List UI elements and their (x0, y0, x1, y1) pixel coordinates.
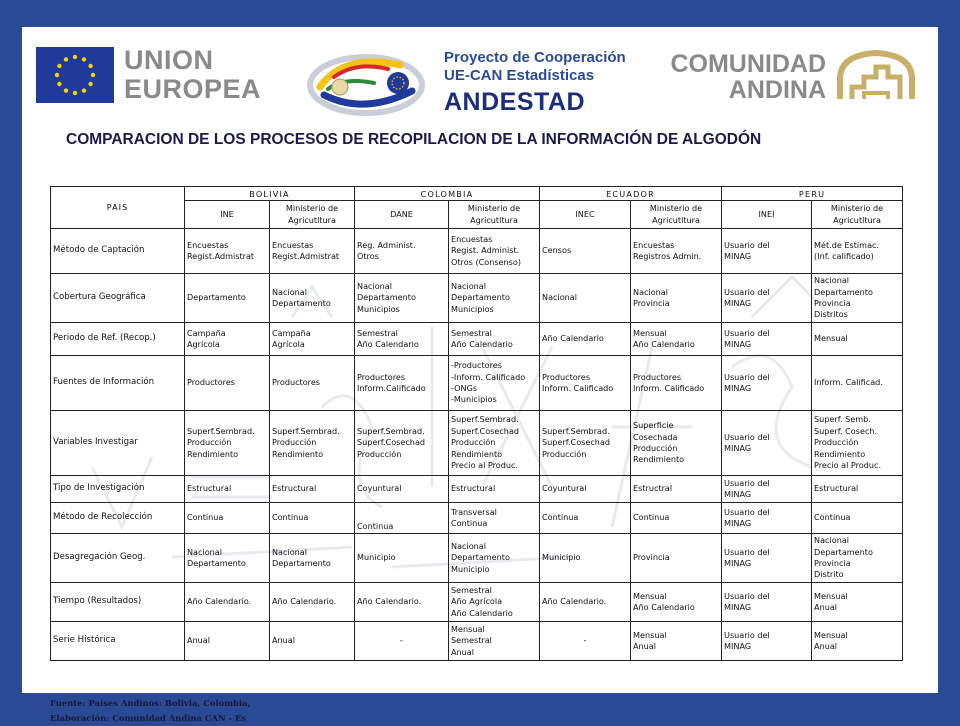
table-cell (722, 503, 812, 534)
cell-line: MINAG (724, 602, 752, 612)
cell-line: Continua (451, 518, 488, 528)
cell-line: -Inform. Calificado (451, 371, 526, 382)
table-cell (812, 274, 903, 323)
cell-line: Continua (272, 512, 309, 523)
cell-line: Municipio (451, 563, 490, 574)
table-cell (449, 503, 540, 534)
institution-header-line: Ministerio de (285, 203, 339, 214)
institution-header (812, 201, 903, 229)
cell-line: Continua (187, 512, 224, 523)
cell-line: Productores (542, 371, 591, 382)
table-cell (449, 583, 540, 622)
cell-line: Superf.Cosechad (542, 437, 611, 448)
cell-line: Mensual (633, 590, 667, 601)
cell-line: Regist.Admistrat (187, 251, 255, 261)
table-cell (540, 583, 631, 622)
table-cell (631, 503, 722, 534)
cell-line: Departamento (187, 292, 246, 303)
cell-line: Inform.Calificado (357, 383, 426, 393)
cell-line: MINAG (724, 518, 752, 528)
table-cell (631, 323, 722, 356)
footer-notes (50, 696, 250, 726)
andestad-emblem-icon (304, 47, 444, 117)
cell-line: - (583, 635, 587, 646)
cell-line: MINAG (724, 443, 752, 453)
table-cell (812, 583, 903, 622)
cell-line: Usuario del (724, 431, 770, 442)
table-cell (540, 476, 631, 503)
institution-header-line: DANE (390, 208, 413, 219)
table-row (51, 622, 903, 661)
cell-line: Año Calendario (451, 607, 513, 618)
institution-header-line: Agricutltura (652, 214, 700, 225)
pais-header: PAIS (51, 187, 185, 229)
cell-line: Año Calendario (542, 333, 604, 344)
cell-line: MINAG (724, 489, 752, 499)
cell-line: Provincia (814, 298, 851, 308)
table-cell (355, 622, 449, 661)
comunidad-andina-logo (666, 49, 936, 109)
table-cell (812, 323, 903, 356)
institution-header-line: INE (220, 208, 234, 219)
cell-line: Nacional (814, 535, 850, 546)
table-cell (355, 274, 449, 323)
cell-line: Departamento (187, 558, 246, 568)
cell-line: Agrícola (187, 339, 220, 349)
cell-line: MINAG (724, 383, 752, 393)
institution-header-line: INEI (758, 208, 775, 219)
cell-line: Nacional (187, 546, 223, 557)
cell-line: Productores (187, 377, 236, 388)
table-row (51, 274, 903, 323)
cell-line: Municipios (357, 303, 400, 314)
country-header-row (51, 187, 903, 201)
table-cell (722, 622, 812, 661)
table-cell (722, 356, 812, 411)
cell-line: Encuestas (187, 239, 229, 250)
cell-line: Departamento (814, 286, 873, 297)
row-label: Fuentes de Información (51, 356, 185, 411)
cell-line: Estructral (633, 483, 673, 494)
cell-line: Nacional (814, 275, 850, 286)
table-cell (449, 411, 540, 476)
row-label: Método de Captación (51, 229, 185, 274)
table-cell (270, 503, 355, 534)
cell-line: Precio al Produc. (814, 460, 882, 471)
cell-line: Departamento (451, 292, 510, 303)
table-cell (540, 356, 631, 411)
cell-line: Continua (814, 512, 851, 523)
cell-line: Nacional (633, 286, 669, 297)
andestad-line1: Proyecto de Cooperación (444, 49, 626, 66)
footer-source: Fuente: Países Andinos: Bolivia, Colombia, (50, 698, 251, 708)
cell-line: Usuario del (724, 239, 770, 250)
cell-line: Año Calendario (633, 602, 695, 612)
cell-line: Provincia (814, 558, 851, 568)
cell-line: Año Calendario. (272, 596, 337, 607)
cell-line: Continua (542, 512, 579, 523)
comparison-table-container (50, 186, 902, 685)
slide (22, 27, 938, 723)
table-cell (185, 503, 270, 534)
table-cell (355, 323, 449, 356)
cell-line: Provincia (633, 298, 670, 308)
table-cell (185, 583, 270, 622)
cell-line: Nacional (272, 286, 308, 297)
cell-line: Superf.Cosechad (357, 437, 426, 448)
row-label: Periodo de Ref. (Recop.) (51, 323, 185, 356)
cell-line: Usuario del (724, 477, 770, 488)
institution-header-line: Agricutltura (833, 214, 881, 225)
row-label: Serie Histórica (51, 622, 185, 661)
cell-line: Encuestas (451, 233, 493, 244)
table-cell (540, 622, 631, 661)
cell-line: Año Calendario. (357, 596, 422, 607)
institution-header-line: Ministerio de (649, 203, 703, 214)
cell-line: MINAG (724, 558, 752, 568)
table-cell (449, 274, 540, 323)
cell-line: MINAG (724, 641, 752, 651)
cell-line: Inform. Calificado (542, 383, 614, 393)
table-cell (812, 229, 903, 274)
cell-line: Provincia (633, 552, 670, 563)
table-cell (185, 229, 270, 274)
cell-line: Distrito (814, 569, 844, 580)
table-row (51, 583, 903, 622)
cell-line: - (400, 635, 403, 646)
institution-header (355, 201, 449, 229)
cell-line: Cosechada (633, 431, 678, 442)
table-cell (631, 411, 722, 476)
cell-line: Producción (814, 437, 859, 448)
cell-line: Producción (451, 437, 496, 448)
cell-line: Estructural (187, 483, 232, 494)
table-cell (540, 534, 631, 583)
table-row (51, 229, 903, 274)
table-cell (722, 274, 812, 323)
row-label: Variables Investigar (51, 411, 185, 476)
table-cell (185, 622, 270, 661)
cell-line: Año Calendario. (542, 596, 607, 607)
cell-line: MINAG (724, 339, 752, 349)
table-cell (185, 411, 270, 476)
table-row (51, 534, 903, 583)
cell-line: Producción (542, 448, 587, 459)
institution-header-line: Ministerio de (467, 203, 521, 214)
row-label: Desagregación Geog. (51, 534, 185, 583)
cell-line: Año Calendario (357, 339, 419, 349)
can-logo-line1: COMUNIDAD (670, 50, 826, 78)
cell-line: Municipio (542, 552, 581, 563)
table-cell (812, 622, 903, 661)
cell-line: Estructural (814, 483, 859, 494)
table-cell (270, 622, 355, 661)
cell-line: Superf.Sembrad. (272, 425, 340, 436)
table-cell (631, 622, 722, 661)
cell-line: Rendimiento (187, 448, 239, 459)
table-cell (631, 356, 722, 411)
table-cell (270, 534, 355, 583)
institution-header-line: Agricutltura (470, 214, 518, 225)
cell-line: Anual (814, 641, 838, 651)
cell-line: Nacional (357, 280, 393, 291)
cell-line: Mensual (814, 333, 848, 344)
cell-line: Usuario del (724, 629, 770, 640)
cell-line: Nacional (542, 292, 578, 303)
table-cell (355, 476, 449, 503)
table-cell (812, 356, 903, 411)
table-cell (185, 476, 270, 503)
cell-line: Anual (814, 602, 838, 612)
cell-line: Mensual (814, 590, 848, 601)
can-logo-line2: ANDINA (728, 76, 826, 104)
cell-line: Producción (357, 448, 402, 459)
table-cell (449, 356, 540, 411)
table-cell (722, 534, 812, 583)
cell-line: Inform. Calificado (633, 383, 705, 393)
can-emblem-icon (834, 49, 918, 105)
union-europea-logo (36, 44, 276, 110)
cell-line: Regist.Admistrat (272, 251, 340, 261)
eu-logo-line2: EUROPEA (124, 74, 262, 104)
table-cell (449, 229, 540, 274)
row-label: Tipo de Investigación (51, 476, 185, 503)
institution-header (449, 201, 540, 229)
cell-line: Departamento (357, 292, 416, 303)
cell-line: Otros (357, 251, 379, 261)
cell-line: Municipio (357, 552, 396, 563)
table-row (51, 411, 903, 476)
cell-line: Censos (542, 245, 572, 256)
table-cell (185, 323, 270, 356)
table-cell (631, 274, 722, 323)
table-cell (449, 476, 540, 503)
cell-line: Inform. Calificad. (814, 377, 883, 388)
institution-header (540, 201, 631, 229)
table-cell (812, 503, 903, 534)
cell-line: Semestral (451, 327, 492, 338)
cell-line: Mensual (633, 629, 667, 640)
cell-line: Anual (187, 635, 211, 646)
table-cell (540, 411, 631, 476)
cell-line: Rendimiento (451, 448, 503, 459)
cell-line: Productores (357, 371, 406, 382)
table-cell (270, 411, 355, 476)
cell-line: Producción (187, 437, 232, 448)
cell-line: Continua (633, 512, 670, 523)
table-cell (185, 356, 270, 411)
table-cell (270, 229, 355, 274)
table-cell (449, 534, 540, 583)
table-cell (540, 229, 631, 274)
cell-line: Precio al Produc. (451, 460, 519, 471)
table-cell (631, 476, 722, 503)
cell-line: Productores (633, 371, 682, 382)
cell-line: Departamento (451, 552, 510, 563)
andestad-line2: UE-CAN Estadísticas (444, 67, 595, 84)
table-cell (631, 583, 722, 622)
institution-header (185, 201, 270, 229)
cell-line: Departamento (272, 558, 331, 568)
cell-line: Rendimiento (633, 454, 685, 465)
cell-line: Distritos (814, 309, 848, 320)
institution-header (631, 201, 722, 229)
table-cell (355, 534, 449, 583)
table-cell (185, 274, 270, 323)
table-row (51, 476, 903, 503)
row-label: Tiempo (Resultados) (51, 583, 185, 622)
table-cell (540, 503, 631, 534)
andestad-line3: ANDESTAD (444, 88, 586, 116)
footer-elaboration: Elaboración: Comunidad Andina CAN - Es (50, 713, 247, 723)
cell-line: Municipios (451, 303, 494, 314)
institution-header-line: INEC (575, 208, 595, 219)
cell-line: Usuario del (724, 546, 770, 557)
cell-line: Producción (633, 443, 678, 453)
table-cell (355, 583, 449, 622)
comparison-table (50, 186, 903, 661)
cell-line: Superf. Semb. (814, 414, 871, 425)
cell-line: MINAG (724, 298, 752, 308)
table-cell (812, 476, 903, 503)
cell-line: Usuario del (724, 506, 770, 517)
country-header-peru: PERU (722, 187, 903, 201)
cell-line: Registros Admin. (633, 251, 702, 261)
eu-flag-icon (36, 47, 114, 103)
country-header-bolivia: BOLIVIA (185, 187, 355, 201)
table-cell (355, 411, 449, 476)
cell-line: Rendimiento (814, 448, 866, 459)
cell-line: Coyuntural (542, 483, 587, 494)
table-cell (722, 323, 812, 356)
cell-line: Nacional (272, 546, 308, 557)
cell-line: Superficie (633, 420, 674, 431)
cell-line: Anual (451, 646, 475, 657)
cell-line: Encuestas (272, 239, 314, 250)
row-label: Cobertura Geográfica (51, 274, 185, 323)
cell-line: Departamento (272, 298, 331, 308)
cell-line: Campaña (272, 327, 311, 338)
cell-line: Anual (633, 641, 657, 651)
table-row (51, 356, 903, 411)
cell-line: Regist. Administ. (451, 245, 520, 256)
page-title: COMPARACION DE LOS PROCESOS DE RECOPILACION DE LA INFORMACIÓN DE ALGODÓN (66, 131, 762, 148)
cell-line: (Inf. calificado) (814, 251, 874, 261)
cell-line: Campaña (187, 327, 226, 338)
table-cell (722, 476, 812, 503)
table-cell (270, 323, 355, 356)
cell-line: Mensual (633, 327, 667, 338)
cell-line: Superf.Sembrad. (542, 425, 610, 436)
table-cell (449, 622, 540, 661)
cell-line: Departamento (814, 546, 873, 557)
table-cell (722, 583, 812, 622)
cell-line: Semestral (357, 327, 398, 338)
cell-line: Transversal (451, 506, 497, 517)
institution-header-line: Agricutltura (288, 214, 336, 225)
cell-line: Semestral (451, 584, 492, 595)
cell-line: Mét.de Estimac. (814, 239, 880, 250)
country-header-colombia: COLOMBIA (355, 187, 540, 201)
cell-line: -Municipios (451, 394, 497, 405)
cell-line: -Productores (451, 360, 502, 371)
table-cell (722, 229, 812, 274)
cell-line: Mensual (814, 629, 848, 640)
institution-header-line: Ministerio de (830, 203, 884, 214)
table-cell (355, 356, 449, 411)
cell-line: Año Calendario. (187, 596, 252, 607)
comparison-table-body (51, 229, 903, 661)
cell-line: Semestral (451, 635, 492, 646)
cell-line: Usuario del (724, 327, 770, 338)
table-row (51, 323, 903, 356)
table-cell (270, 476, 355, 503)
table-cell (270, 583, 355, 622)
cell-line: Nacional (451, 540, 487, 551)
cell-line: Coyuntural (357, 483, 402, 494)
cell-line: Estructural (451, 483, 496, 494)
cell-line: Productores (272, 377, 321, 388)
cell-line: Producción (272, 437, 317, 448)
cell-line: MINAG (724, 251, 752, 261)
andestad-logo (304, 41, 644, 121)
table-cell (631, 534, 722, 583)
cell-line: Rendimiento (272, 448, 324, 459)
cell-line: Superf.Sembrad. (451, 414, 519, 425)
cell-line: Continua (357, 520, 394, 531)
table-cell (270, 274, 355, 323)
cell-line: Encuestas (633, 239, 675, 250)
cell-line: Año Calendario (451, 339, 513, 349)
cell-line: Agrícola (272, 339, 305, 349)
table-row (51, 503, 903, 534)
cell-line: Usuario del (724, 371, 770, 382)
country-header-ecuador: ECUADOR (540, 187, 722, 201)
cell-line: Año Agrícola (451, 596, 503, 607)
table-cell (540, 274, 631, 323)
cell-line: Usuario del (724, 590, 770, 601)
cell-line: Otros (Consenso) (451, 256, 521, 267)
institution-header (722, 201, 812, 229)
cell-line: -ONGs (451, 383, 478, 393)
cell-line: Usuario del (724, 286, 770, 297)
institution-header (270, 201, 355, 229)
cell-line: Superf.Cosechad (451, 425, 520, 436)
table-cell (449, 323, 540, 356)
table-cell (631, 229, 722, 274)
cell-line: Superf. Cosech. (814, 425, 878, 436)
cell-line: Superf.Sembrad. (187, 425, 255, 436)
table-cell (722, 411, 812, 476)
table-cell (540, 323, 631, 356)
table-cell (185, 534, 270, 583)
table-cell (355, 229, 449, 274)
cell-line: Reg. Administ. (357, 239, 416, 250)
cell-line: Superf.Sembrad. (357, 425, 425, 436)
eu-logo-line1: UNION (124, 45, 214, 75)
cell-line: Nacional (451, 280, 487, 291)
cell-line: Año Calendario (633, 339, 695, 349)
table-cell (355, 503, 449, 534)
cell-line: Estructural (272, 483, 317, 494)
cell-line: Mensual (451, 623, 485, 634)
table-cell (812, 411, 903, 476)
row-label: Método de Recolección (51, 503, 185, 534)
table-cell (270, 356, 355, 411)
cell-line: Anual (272, 635, 296, 646)
table-cell (812, 534, 903, 583)
